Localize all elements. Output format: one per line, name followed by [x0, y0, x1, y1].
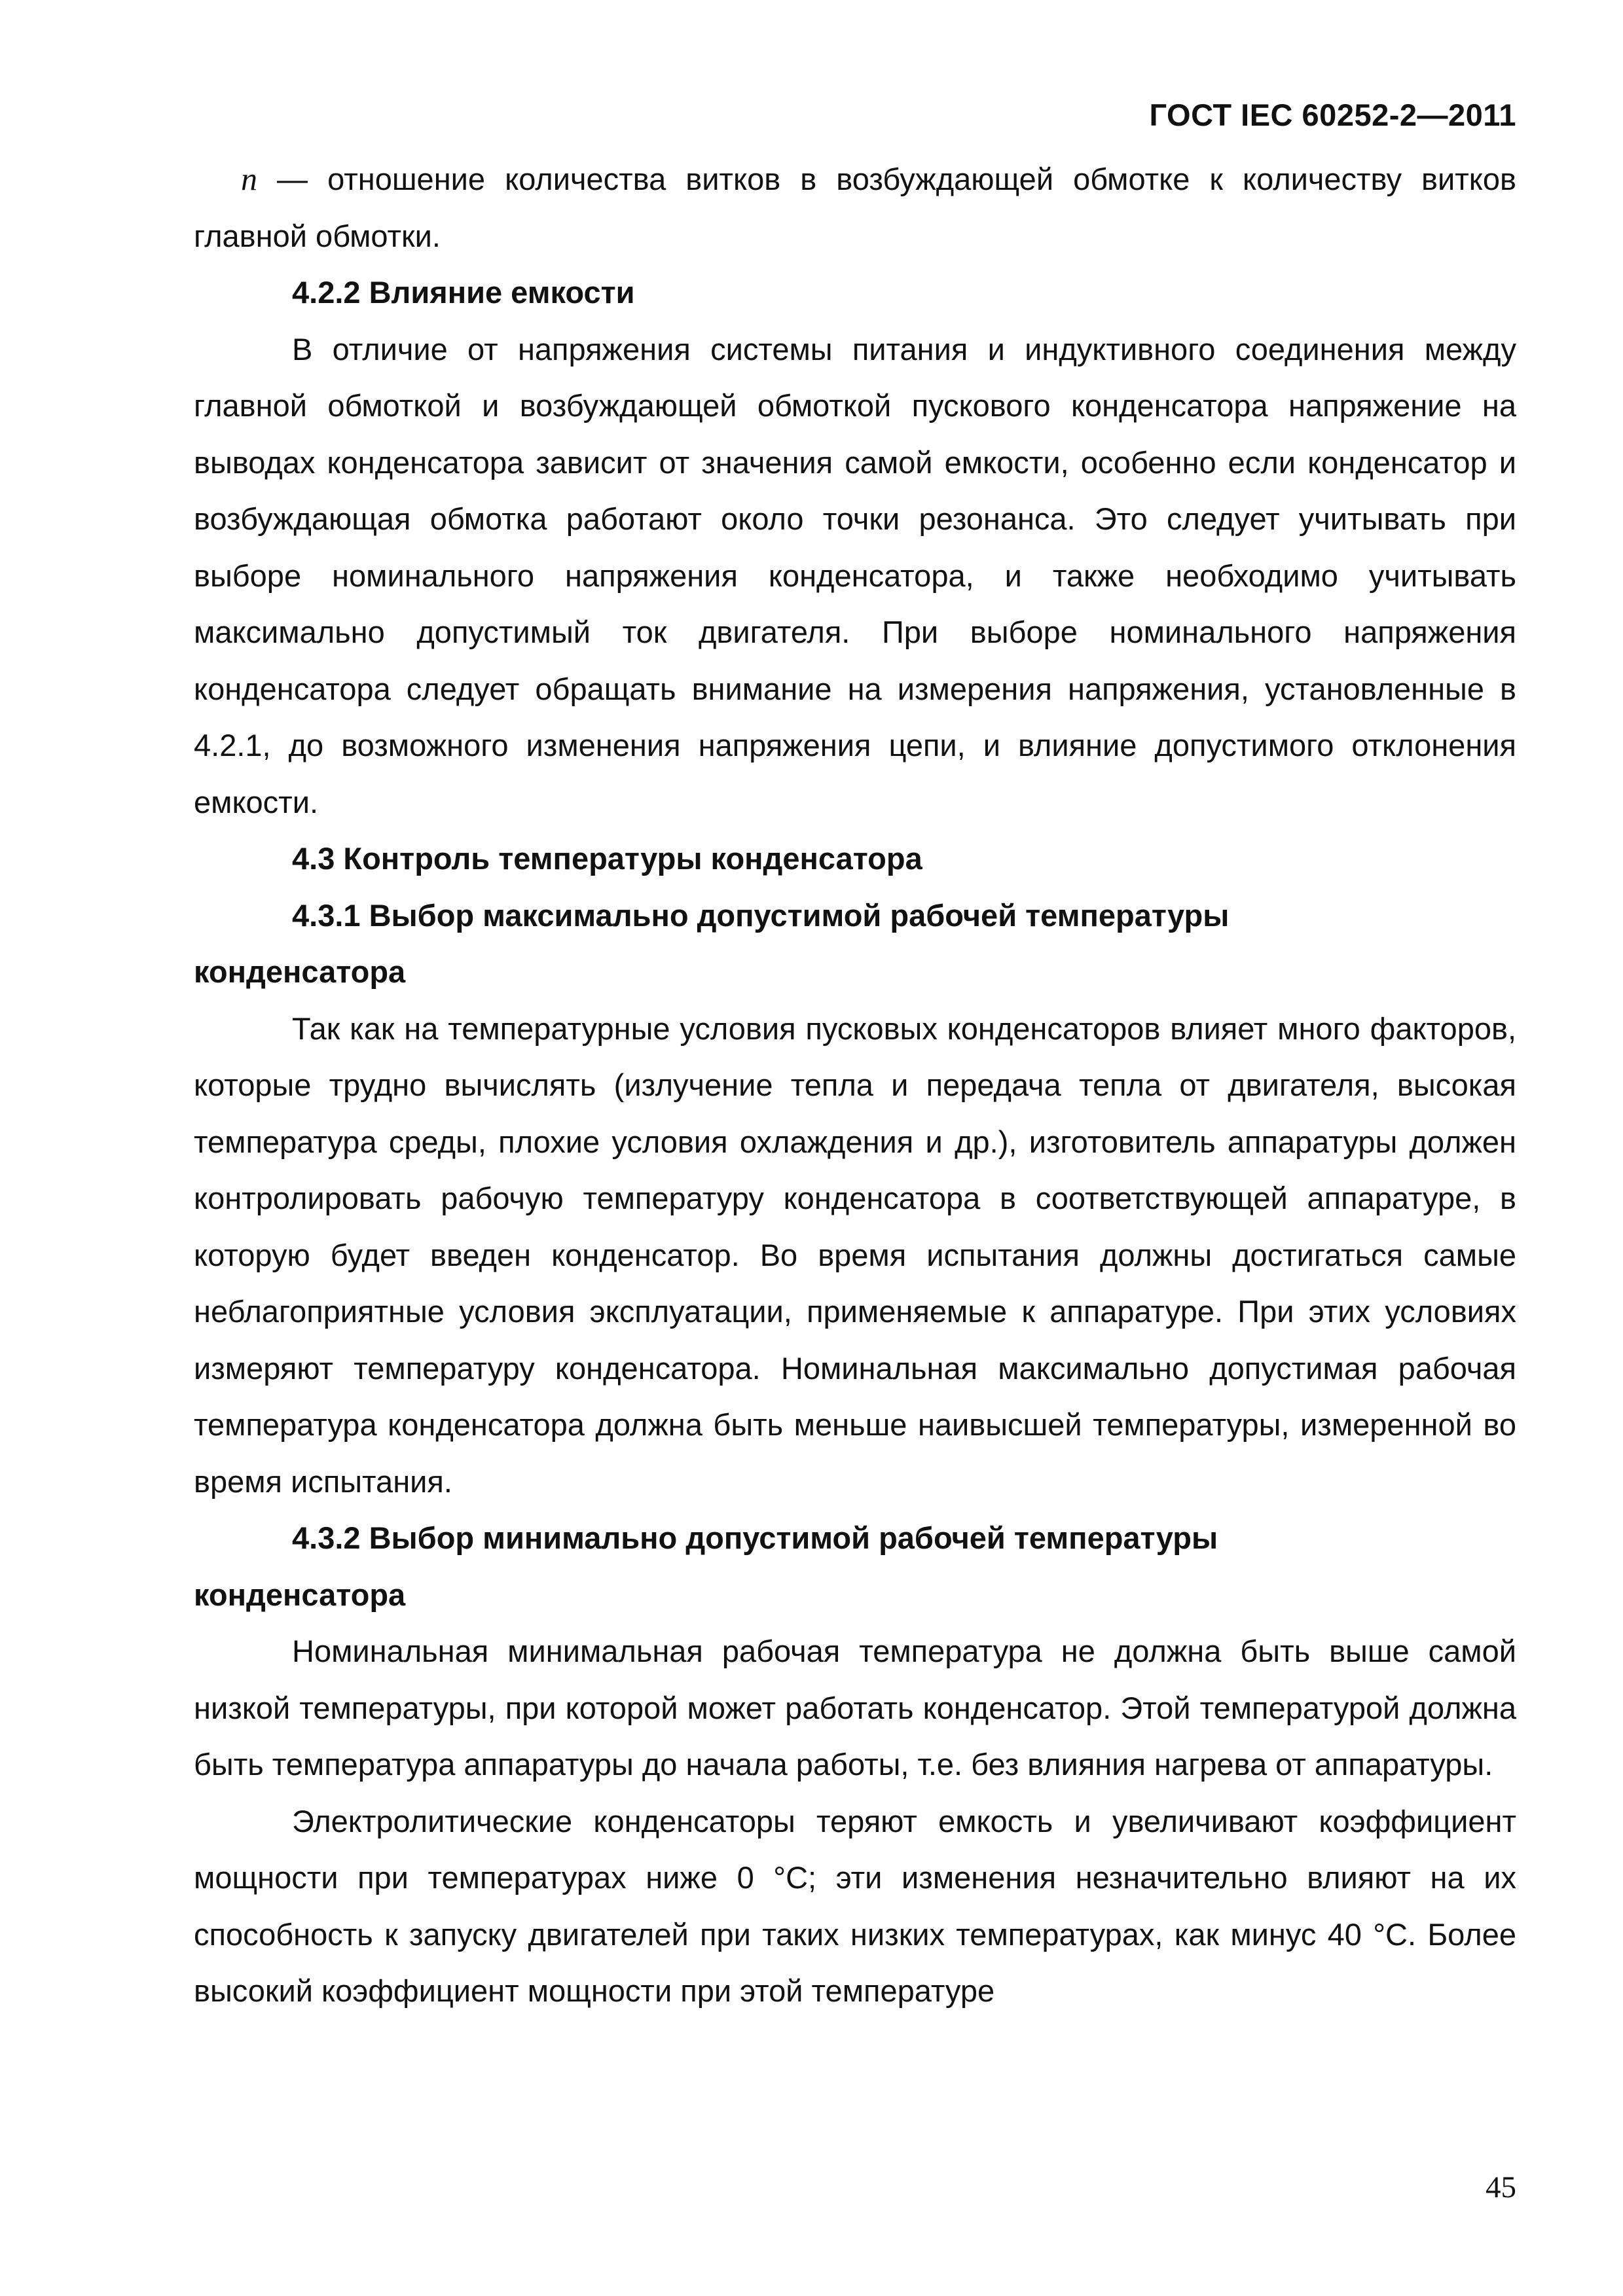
section-4-3-heading: 4.3 Контроль температуры конденсатора	[292, 841, 922, 876]
page-number: 45	[1486, 2170, 1516, 2204]
variable-n: n	[241, 160, 257, 197]
section-4-3-1-paragraph: Так как на температурные условия пусковых конденсаторов влияет много факторов, которые трудно вычислять (излучение тепла и передача тепла от двигателя, высокая температура среды, плохие условия охлаждения и др.), изготовитель аппаратуры должен контролировать рабочую температуру конденсатора в соответствующей аппаратуре, в которую будет введен конденсатор. Во время испытания должны достигаться самые неблагоприятные условия эксплуатации, применяемые к аппаратуре. При этих условиях измеряют температуру конденсатора. Номинальная максимально допустимая рабочая температура конденсатора должна быть меньше наивысшей температуры, измеренной во время испытания.	[194, 1011, 1516, 1499]
section-4-3-2-paragraph-1: Номинальная минимальная рабочая температура не должна быть выше самой низкой температуры, при которой может работать конденсатор. Этой температурой должна быть температура аппаратуры до начала работы, т.е. без влияния нагрева от аппаратуры.	[194, 1634, 1516, 1782]
section-4-2-2-heading: 4.2.2 Влияние емкости	[292, 275, 635, 310]
intro-text: — отношение количества витков в возбуждающей обмотке к количеству витков главной обмотки.	[194, 162, 1516, 253]
section-4-3-2-paragraph-2: Электролитические конденсаторы теряют емкость и увеличивают коэффициент мощности при температурах ниже 0 °С; эти изменения незначительно влияют на их способность к запуску двигателей при таких низких температурах, как минус 40 °С. Более высокий коэффициент мощности при этой температуре	[194, 1803, 1516, 2008]
section-4-2-2-paragraph: В отличие от напряжения системы питания и индуктивного соединения между главной обмоткой и возбуждающей обмоткой пускового конденсатора напряжение на выводах конденсатора зависит от значения самой емкости, особенно если конденсатор и возбуждающая обмотка работают около точки резонанса. Это следует учитывать при выборе номинального напряжения конденсатора, и также необходимо учитывать максимально допустимый ток двигателя. При выборе номинального напряжения конденсатора следует обращать внимание на измерения напряжения, установленные в 4.2.1, до возможного изменения напряжения цепи, и влияние допустимого отклонения емкости.	[194, 331, 1516, 819]
document-body	[194, 151, 1516, 2020]
page-header-standard: ГОСТ IEC 60252-2—2011	[1149, 98, 1516, 132]
section-4-3-1-heading: 4.3.1 Выбор максимально допустимой рабочей температуры конденсатора	[194, 897, 1230, 989]
section-4-3-2-heading: 4.3.2 Выбор минимально допустимой рабочей температуры конденсатора	[194, 1520, 1218, 1612]
intro-paragraph	[194, 151, 1516, 264]
